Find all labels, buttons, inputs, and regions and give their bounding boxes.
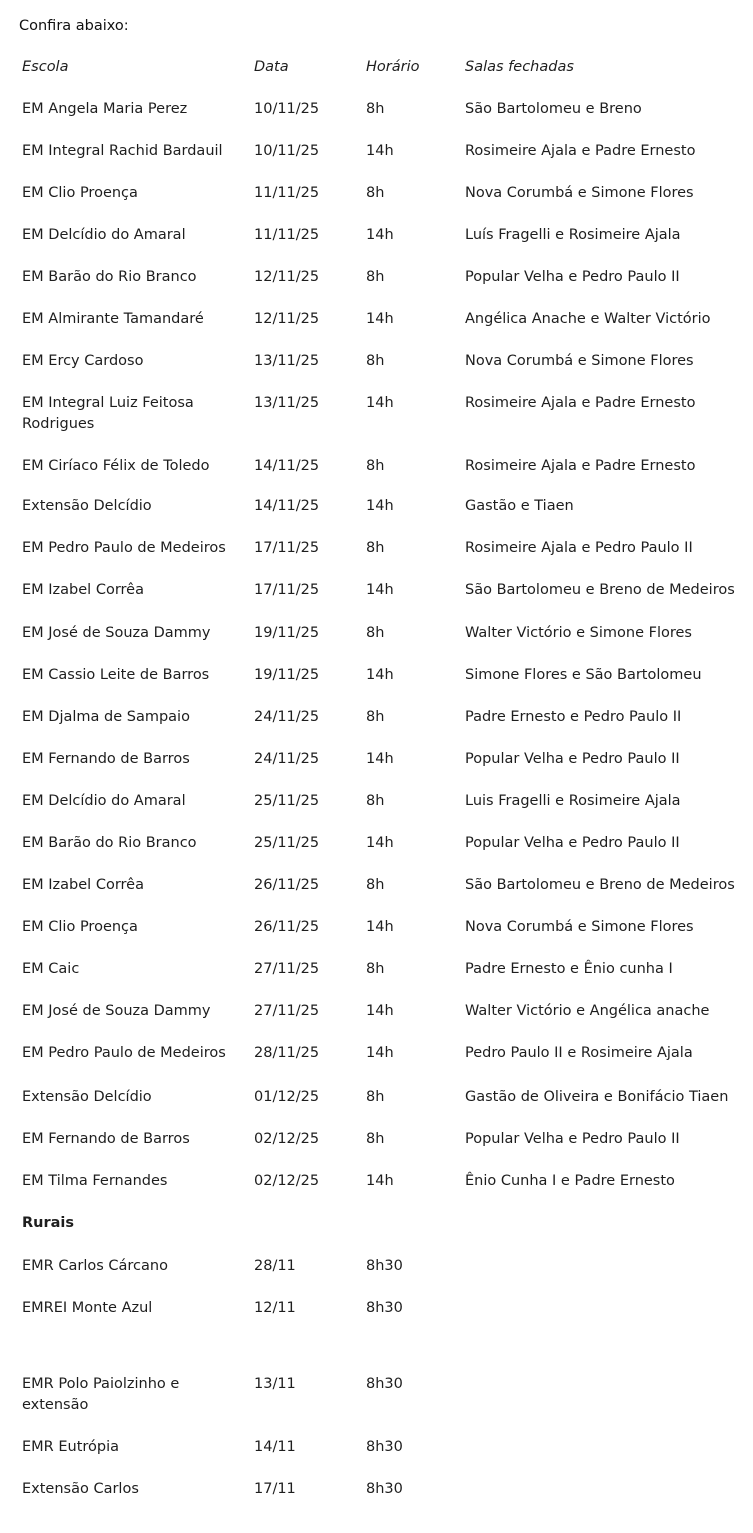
- salas-cell: Simone Flores e São Bartolomeu: [465, 667, 702, 683]
- data-cell: 13/11/25: [254, 353, 320, 369]
- salas-cell: Rosimeire Ajala e Padre Ernesto: [465, 395, 696, 411]
- salas-cell: Ênio Cunha I e Padre Ernesto: [465, 1173, 675, 1189]
- rurais-section-label: Rurais: [22, 1215, 75, 1231]
- data-cell: 11/11/25: [254, 185, 320, 201]
- header-horario: Horário: [366, 59, 420, 75]
- escola-cell: EM Integral Rachid Bardauil: [22, 143, 223, 159]
- escola-cell: EM Almirante Tamandaré: [22, 311, 204, 327]
- data-cell: 12/11/25: [254, 311, 320, 327]
- data-cell: 28/11/25: [254, 1045, 320, 1061]
- salas-cell: Gastão e Tiaen: [465, 498, 574, 514]
- escola-cell: EM Fernando de Barros: [22, 751, 190, 767]
- horario-cell: 8h: [366, 540, 385, 556]
- horario-cell: 8h30: [366, 1481, 403, 1497]
- salas-cell: Nova Corumbá e Simone Flores: [465, 353, 694, 369]
- data-cell: 11/11/25: [254, 227, 320, 243]
- escola-cell: EM Cassio Leite de Barros: [22, 667, 210, 683]
- escola-cell: EMR Carlos Cárcano: [22, 1258, 168, 1274]
- horario-cell: 8h30: [366, 1439, 403, 1455]
- data-cell: 17/11: [254, 1481, 296, 1497]
- data-cell: 14/11/25: [254, 498, 320, 514]
- salas-cell: Popular Velha e Pedro Paulo II: [465, 269, 680, 285]
- horario-cell: 14h: [366, 835, 394, 851]
- data-cell: 26/11/25: [254, 877, 320, 893]
- escola-cell: EM Izabel Corrêa: [22, 877, 144, 893]
- escola-cell: EM Pedro Paulo de Medeiros: [22, 1045, 226, 1061]
- escola-cell: EM Clio Proença: [22, 919, 138, 935]
- escola-cell: EM Integral Luiz Feitosa Rodrigues: [22, 395, 194, 432]
- data-cell: 10/11/25: [254, 143, 320, 159]
- horario-cell: 8h30: [366, 1258, 403, 1274]
- salas-cell: São Bartolomeu e Breno: [465, 101, 642, 117]
- escola-cell: EM José de Souza Dammy: [22, 1003, 211, 1019]
- data-cell: 14/11/25: [254, 458, 320, 474]
- salas-cell: Pedro Paulo II e Rosimeire Ajala: [465, 1045, 693, 1061]
- horario-cell: 14h: [366, 498, 394, 514]
- escola-cell: Extensão Delcídio: [22, 498, 152, 514]
- data-cell: 17/11/25: [254, 540, 320, 556]
- intro-text: Confira abaixo:: [19, 18, 129, 34]
- escola-cell: EM Izabel Corrêa: [22, 582, 144, 598]
- data-cell: 02/12/25: [254, 1173, 320, 1189]
- data-cell: 02/12/25: [254, 1131, 320, 1147]
- data-cell: 13/11/25: [254, 395, 320, 411]
- horario-cell: 14h: [366, 1045, 394, 1061]
- horario-cell: 8h: [366, 101, 385, 117]
- data-cell: 01/12/25: [254, 1089, 320, 1105]
- horario-cell: 14h: [366, 751, 394, 767]
- horario-cell: 14h: [366, 311, 394, 327]
- escola-cell: EM Caic: [22, 961, 80, 977]
- escola-cell: EM José de Souza Dammy: [22, 625, 211, 641]
- data-cell: 24/11/25: [254, 709, 320, 725]
- escola-cell: EM Djalma de Sampaio: [22, 709, 190, 725]
- horario-cell: 8h: [366, 625, 385, 641]
- data-cell: 24/11/25: [254, 751, 320, 767]
- horario-cell: 14h: [366, 919, 394, 935]
- horario-cell: 8h: [366, 1131, 385, 1147]
- data-cell: 14/11: [254, 1439, 296, 1455]
- salas-cell: Walter Victório e Simone Flores: [465, 625, 692, 641]
- horario-cell: 8h: [366, 458, 385, 474]
- salas-cell: Rosimeire Ajala e Pedro Paulo II: [465, 540, 693, 556]
- escola-cell: EM Fernando de Barros: [22, 1131, 190, 1147]
- salas-cell: Popular Velha e Pedro Paulo II: [465, 835, 680, 851]
- data-cell: 25/11/25: [254, 835, 320, 851]
- escola-cell: EM Ercy Cardoso: [22, 353, 144, 369]
- salas-cell: São Bartolomeu e Breno de Medeiros: [465, 877, 735, 893]
- horario-cell: 8h: [366, 709, 385, 725]
- horario-cell: 8h: [366, 793, 385, 809]
- horario-cell: 8h: [366, 185, 385, 201]
- salas-cell: Nova Corumbá e Simone Flores: [465, 185, 694, 201]
- escola-cell: EM Ciríaco Félix de Toledo: [22, 458, 210, 474]
- escola-cell: EM Delcídio do Amaral: [22, 227, 186, 243]
- horario-cell: 8h30: [366, 1300, 403, 1316]
- data-cell: 17/11/25: [254, 582, 320, 598]
- salas-cell: Walter Victório e Angélica anache: [465, 1003, 710, 1019]
- salas-cell: Popular Velha e Pedro Paulo II: [465, 751, 680, 767]
- escola-cell: EMREI Monte Azul: [22, 1300, 153, 1316]
- horario-cell: 14h: [366, 1003, 394, 1019]
- header-salas: Salas fechadas: [465, 59, 574, 75]
- header-escola: Escola: [22, 59, 69, 75]
- escola-cell: EMR Polo Paiolzinho e extensão: [22, 1376, 180, 1413]
- horario-cell: 14h: [366, 1173, 394, 1189]
- salas-cell: Padre Ernesto e Pedro Paulo II: [465, 709, 682, 725]
- horario-cell: 8h: [366, 1089, 385, 1105]
- escola-cell: EM Clio Proença: [22, 185, 138, 201]
- salas-cell: Luís Fragelli e Rosimeire Ajala: [465, 227, 681, 243]
- horario-cell: 14h: [366, 582, 394, 598]
- escola-cell: Extensão Carlos: [22, 1481, 139, 1497]
- horario-cell: 8h: [366, 877, 385, 893]
- salas-cell: Luis Fragelli e Rosimeire Ajala: [465, 793, 681, 809]
- header-data: Data: [254, 59, 289, 75]
- escola-cell: EMR Eutrópia: [22, 1439, 120, 1455]
- salas-cell: Rosimeire Ajala e Padre Ernesto: [465, 143, 696, 159]
- horario-cell: 14h: [366, 227, 394, 243]
- salas-cell: Gastão de Oliveira e Bonifácio Tiaen: [465, 1089, 729, 1105]
- horario-cell: 14h: [366, 395, 394, 411]
- escola-cell: EM Tilma Fernandes: [22, 1173, 168, 1189]
- salas-cell: Nova Corumbá e Simone Flores: [465, 919, 694, 935]
- salas-cell: Padre Ernesto e Ênio cunha I: [465, 961, 673, 977]
- data-cell: 13/11: [254, 1376, 296, 1392]
- salas-cell: São Bartolomeu e Breno de Medeiros: [465, 582, 735, 598]
- data-cell: 19/11/25: [254, 667, 320, 683]
- horario-cell: 14h: [366, 667, 394, 683]
- horario-cell: 8h: [366, 353, 385, 369]
- data-cell: 28/11: [254, 1258, 296, 1274]
- salas-cell: Popular Velha e Pedro Paulo II: [465, 1131, 680, 1147]
- salas-cell: Angélica Anache e Walter Victório: [465, 311, 711, 327]
- horario-cell: 8h: [366, 269, 385, 285]
- escola-cell: Extensão Delcídio: [22, 1089, 152, 1105]
- data-cell: 10/11/25: [254, 101, 320, 117]
- data-cell: 19/11/25: [254, 625, 320, 641]
- horario-cell: 14h: [366, 143, 394, 159]
- data-cell: 12/11: [254, 1300, 296, 1316]
- salas-cell: Rosimeire Ajala e Padre Ernesto: [465, 458, 696, 474]
- horario-cell: 8h: [366, 961, 385, 977]
- escola-cell: EM Delcídio do Amaral: [22, 793, 186, 809]
- escola-cell: EM Barão do Rio Branco: [22, 269, 197, 285]
- data-cell: 26/11/25: [254, 919, 320, 935]
- data-cell: 27/11/25: [254, 961, 320, 977]
- escola-cell: EM Angela Maria Perez: [22, 101, 188, 117]
- data-cell: 25/11/25: [254, 793, 320, 809]
- escola-cell: EM Pedro Paulo de Medeiros: [22, 540, 226, 556]
- data-cell: 12/11/25: [254, 269, 320, 285]
- horario-cell: 8h30: [366, 1376, 403, 1392]
- data-cell: 27/11/25: [254, 1003, 320, 1019]
- escola-cell: EM Barão do Rio Branco: [22, 835, 197, 851]
